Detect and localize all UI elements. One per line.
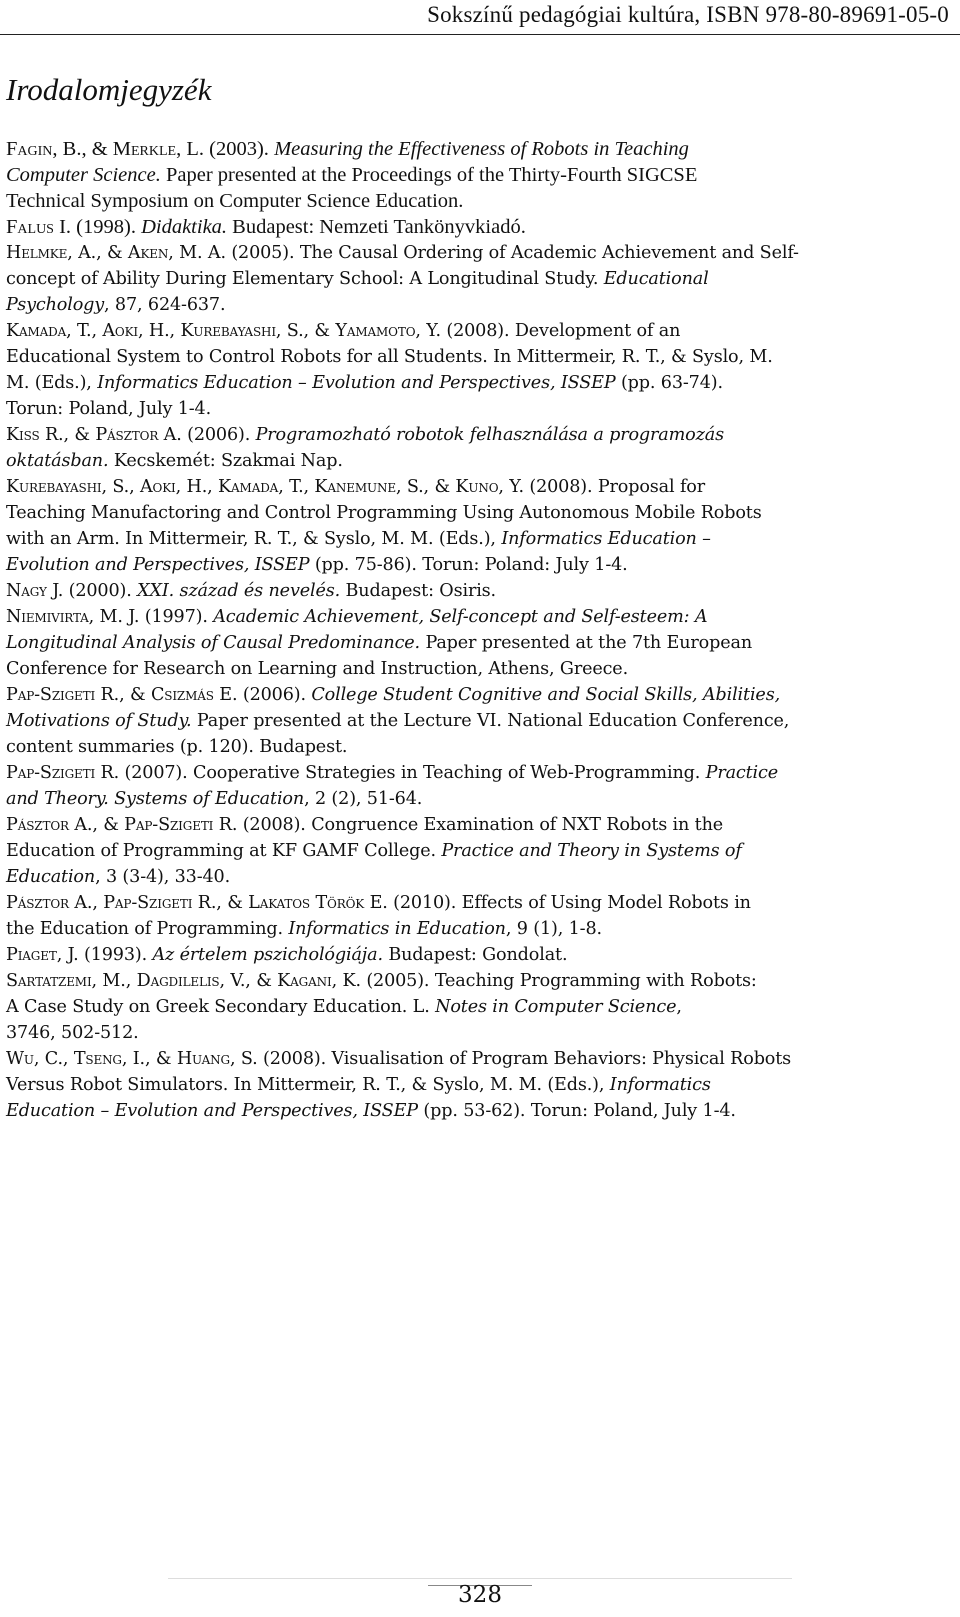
reference-text: , 9 (1), 1-8. bbox=[505, 919, 602, 939]
work-title: Education – Evolution and Perspectives, ISSEP bbox=[6, 1101, 418, 1121]
reference-line bbox=[6, 578, 946, 604]
reference-text: with an Arm. In Mittermeir, R. T., & Syslo, M. M. (Eds.), bbox=[6, 529, 502, 549]
reference-text: 3746, 502-512. bbox=[6, 1023, 139, 1043]
reference-line bbox=[6, 344, 946, 370]
author-name: Pásztor bbox=[95, 425, 159, 445]
author-name: Pap-Szigeti bbox=[6, 685, 96, 705]
reference-text: , B., & bbox=[52, 138, 113, 160]
reference-text: Versus Robot Simulators. In Mittermeir, R. T., & Syslo, M. M. (Eds.), bbox=[6, 1075, 610, 1095]
reference-text: (pp. 75-86). Torun: Poland: July 1-4. bbox=[309, 555, 628, 575]
reference-line bbox=[6, 448, 946, 474]
reference-text: A. (2006). bbox=[158, 425, 256, 445]
reference-text: Educational System to Control Robots for all Students. In Mittermeir, R. T., & Syslo, M. bbox=[6, 347, 773, 367]
reference-line bbox=[6, 240, 946, 266]
author-name: Kiss bbox=[6, 425, 40, 445]
reference-text: Conference for Research on Learning and Instruction, Athens, Greece. bbox=[6, 659, 629, 679]
reference-line bbox=[6, 422, 946, 448]
reference-text: content summaries (p. 120). Budapest. bbox=[6, 737, 348, 757]
reference-entry bbox=[6, 422, 946, 474]
reference-entry bbox=[6, 1046, 946, 1124]
reference-line bbox=[6, 812, 946, 838]
reference-text: E. (2006). bbox=[213, 685, 312, 705]
reference-text: , M., bbox=[91, 971, 137, 991]
reference-text: Torun: Poland, July 1-4. bbox=[6, 399, 212, 419]
work-title: oktatásban. bbox=[6, 451, 109, 471]
author-name: Kagani bbox=[277, 971, 332, 991]
reference-text: , T., bbox=[278, 477, 315, 497]
reference-line bbox=[6, 318, 946, 344]
reference-text: , S. (2008). Visualisation of Program Behaviors: Physical Robots bbox=[229, 1049, 792, 1069]
work-title: Didaktika. bbox=[141, 216, 228, 238]
work-title: Educational bbox=[603, 269, 709, 289]
reference-entry bbox=[6, 968, 946, 1046]
reference-text: , H., bbox=[138, 321, 181, 341]
reference-text: , C., bbox=[33, 1049, 74, 1069]
author-name: Kurebayashi bbox=[6, 477, 102, 497]
reference-entry bbox=[6, 812, 946, 890]
reference-text: , A., & bbox=[67, 243, 128, 263]
reference-text: A., & bbox=[68, 815, 125, 835]
reference-text: , 2 (2), 51-64. bbox=[304, 789, 423, 809]
author-name: Niemivirta bbox=[6, 607, 89, 627]
author-name: Yamamoto bbox=[335, 321, 416, 341]
author-name: Kurebayashi bbox=[180, 321, 276, 341]
reference-text: I. (1998). bbox=[53, 216, 142, 238]
reference-text: A Case Study on Greek Secondary Education. L. bbox=[6, 997, 436, 1017]
reference-text: , J. (1993). bbox=[56, 945, 153, 965]
reference-entry bbox=[6, 578, 946, 604]
reference-line bbox=[6, 474, 946, 500]
reference-text: , S., & bbox=[275, 321, 336, 341]
work-title: College Student Cognitive and Social Skills, Abilities, bbox=[311, 685, 781, 705]
reference-text: Paper presented at the 7th European bbox=[420, 633, 753, 653]
work-title: Measuring the Effectiveness of Robots in Teaching bbox=[274, 138, 689, 160]
reference-text: E. (2010). Effects of Using Model Robots in bbox=[364, 893, 751, 913]
author-name: Merkle bbox=[112, 138, 177, 160]
work-title: Evolution and Perspectives, ISSEP bbox=[6, 555, 310, 575]
author-name: Helmke bbox=[6, 243, 68, 263]
reference-line bbox=[6, 266, 946, 292]
work-title: Longitudinal Analysis of Causal Predominance. bbox=[6, 633, 420, 653]
author-name: Lakatos Török bbox=[248, 893, 365, 913]
reference-text: M. (Eds.), bbox=[6, 373, 98, 393]
reference-text: R., & bbox=[95, 685, 151, 705]
work-title: Education bbox=[6, 867, 96, 887]
reference-line bbox=[6, 760, 946, 786]
reference-line bbox=[6, 136, 946, 162]
author-name: Sartatzemi bbox=[6, 971, 92, 991]
reference-line bbox=[6, 370, 946, 396]
reference-text: R. (2008). Congruence Examination of NXT Robots in the bbox=[213, 815, 724, 835]
reference-text: Budapest: Nemzeti Tankönyvkiadó. bbox=[227, 216, 526, 238]
work-title: Informatics in Education bbox=[288, 919, 506, 939]
reference-text: , S., bbox=[101, 477, 140, 497]
work-title: Motivations of Study. bbox=[6, 711, 192, 731]
reference-line bbox=[6, 1046, 946, 1072]
reference-line bbox=[6, 396, 946, 422]
reference-text: Teaching Manufactoring and Control Programming Using Autonomous Mobile Robots bbox=[6, 503, 762, 523]
reference-text: R., & bbox=[39, 425, 96, 445]
reference-line bbox=[6, 604, 946, 630]
author-name: Pap-Szigeti bbox=[124, 815, 214, 835]
author-name: Aoki bbox=[102, 321, 139, 341]
reference-line bbox=[6, 890, 946, 916]
author-name: Falus bbox=[6, 216, 54, 238]
reference-entry bbox=[6, 240, 946, 318]
reference-line bbox=[6, 864, 946, 890]
reference-entry bbox=[6, 890, 946, 942]
reference-list bbox=[6, 136, 946, 1124]
author-name: Wu bbox=[6, 1049, 34, 1069]
work-title: Practice bbox=[705, 763, 778, 783]
reference-text: , Y. (2008). Development of an bbox=[415, 321, 681, 341]
work-title: Informatics bbox=[609, 1075, 711, 1095]
reference-line bbox=[6, 214, 946, 240]
author-name: Nagy bbox=[6, 581, 47, 601]
work-title: Practice and Theory in Systems of bbox=[441, 841, 742, 861]
reference-line bbox=[6, 1098, 946, 1124]
section-title: Irodalomjegyzék bbox=[6, 72, 212, 107]
author-name: Kuno bbox=[455, 477, 499, 497]
reference-line bbox=[6, 188, 946, 214]
author-name: Kanemune bbox=[314, 477, 396, 497]
reference-entry bbox=[6, 474, 946, 578]
reference-text: Kecskemét: Szakmai Nap. bbox=[108, 451, 343, 471]
reference-entry bbox=[6, 318, 946, 422]
reference-text: , K. (2005). Teaching Programming with Robots: bbox=[331, 971, 757, 991]
reference-text: (pp. 63-74). bbox=[615, 373, 723, 393]
author-name: Piaget bbox=[6, 945, 57, 965]
reference-entry bbox=[6, 942, 946, 968]
reference-text: , V., & bbox=[219, 971, 278, 991]
author-name: Dagdilelis bbox=[136, 971, 220, 991]
running-header-title: Sokszínű pedagógiai kultúra, ISBN 978-80-89691-05-0 bbox=[427, 2, 949, 27]
reference-line bbox=[6, 162, 946, 188]
author-name: Kamada bbox=[218, 477, 279, 497]
author-name: Fagin bbox=[6, 138, 53, 160]
reference-text: , 87, 624-637. bbox=[104, 295, 226, 315]
work-title: Informatics Education – Evolution and Perspectives, ISSEP bbox=[97, 373, 616, 393]
reference-line bbox=[6, 786, 946, 812]
reference-text: , 3 (3-4), 33-40. bbox=[95, 867, 231, 887]
reference-text: , I., & bbox=[121, 1049, 177, 1069]
reference-line bbox=[6, 994, 946, 1020]
reference-text: Education of Programming at KF GAMF College. bbox=[6, 841, 442, 861]
author-name: Pap-Szigeti bbox=[6, 763, 96, 783]
reference-line bbox=[6, 1020, 946, 1046]
reference-text: concept of Ability During Elementary School: A Longitudinal Study. bbox=[6, 269, 604, 289]
work-title: Informatics Education – bbox=[501, 529, 711, 549]
work-title: Computer Science. bbox=[6, 164, 161, 186]
reference-entry bbox=[6, 214, 946, 240]
author-name: Pásztor bbox=[6, 815, 69, 835]
reference-entry bbox=[6, 682, 946, 760]
reference-text: , L. (2003). bbox=[176, 138, 275, 160]
reference-entry bbox=[6, 604, 946, 682]
reference-text: Paper presented at the Proceedings of the Thirty-Fourth SIGCSE bbox=[160, 164, 698, 186]
work-title: Az értelem pszichológiája. bbox=[152, 945, 383, 965]
reference-text: , M. A. (2005). The Causal Ordering of Academic Achievement and Self- bbox=[168, 243, 799, 263]
author-name: Pásztor bbox=[6, 893, 69, 913]
reference-line bbox=[6, 942, 946, 968]
work-title: Academic Achievement, Self-concept and Self-esteem: A bbox=[213, 607, 708, 627]
reference-text: , H., bbox=[175, 477, 219, 497]
page-number: 328 bbox=[458, 1582, 502, 1608]
author-name: Pap-Szigeti bbox=[103, 893, 193, 913]
reference-line bbox=[6, 838, 946, 864]
work-title: XXI. század és nevelés. bbox=[137, 581, 341, 601]
reference-line bbox=[6, 630, 946, 656]
work-title: Notes in Computer Science bbox=[435, 997, 677, 1017]
reference-text: , T., bbox=[66, 321, 103, 341]
reference-line bbox=[6, 656, 946, 682]
author-name: Aken bbox=[127, 243, 169, 263]
reference-text: Paper presented at the Lecture VI. National Education Conference, bbox=[191, 711, 790, 731]
author-name: Csizmás bbox=[150, 685, 214, 705]
reference-text: , M. J. (1997). bbox=[88, 607, 214, 627]
running-header bbox=[0, 0, 960, 35]
reference-entry bbox=[6, 136, 946, 214]
reference-line bbox=[6, 968, 946, 994]
reference-text: Budapest: Gondolat. bbox=[382, 945, 568, 965]
work-title: Programozható robotok felhasználása a programozás bbox=[255, 425, 724, 445]
reference-text: R. (2007). Cooperative Strategies in Teaching of Web-Programming. bbox=[95, 763, 706, 783]
work-title: and Theory. Systems of Education bbox=[6, 789, 305, 809]
reference-line bbox=[6, 552, 946, 578]
reference-text: A., bbox=[68, 893, 104, 913]
reference-text: R., & bbox=[192, 893, 249, 913]
reference-text: , S., & bbox=[395, 477, 456, 497]
author-name: Aoki bbox=[139, 477, 176, 497]
reference-line bbox=[6, 500, 946, 526]
reference-text: (pp. 53-62). Torun: Poland, July 1-4. bbox=[417, 1101, 736, 1121]
author-name: Huang bbox=[176, 1049, 230, 1069]
reference-line bbox=[6, 292, 946, 318]
reference-text: , Y. (2008). Proposal for bbox=[498, 477, 706, 497]
footer-rule bbox=[168, 1578, 792, 1579]
reference-text: Technical Symposium on Computer Science Education. bbox=[6, 190, 464, 212]
reference-line bbox=[6, 1072, 946, 1098]
reference-line bbox=[6, 682, 946, 708]
reference-line bbox=[6, 916, 946, 942]
reference-line bbox=[6, 526, 946, 552]
author-name: Kamada bbox=[6, 321, 67, 341]
reference-text: Budapest: Osiris. bbox=[340, 581, 496, 601]
reference-entry bbox=[6, 760, 946, 812]
reference-text: J. (2000). bbox=[46, 581, 138, 601]
reference-line bbox=[6, 708, 946, 734]
reference-text: the Education of Programming. bbox=[6, 919, 289, 939]
work-title: Psychology bbox=[6, 295, 105, 315]
author-name: Tseng bbox=[73, 1049, 122, 1069]
reference-text: , bbox=[676, 997, 682, 1017]
reference-line bbox=[6, 734, 946, 760]
